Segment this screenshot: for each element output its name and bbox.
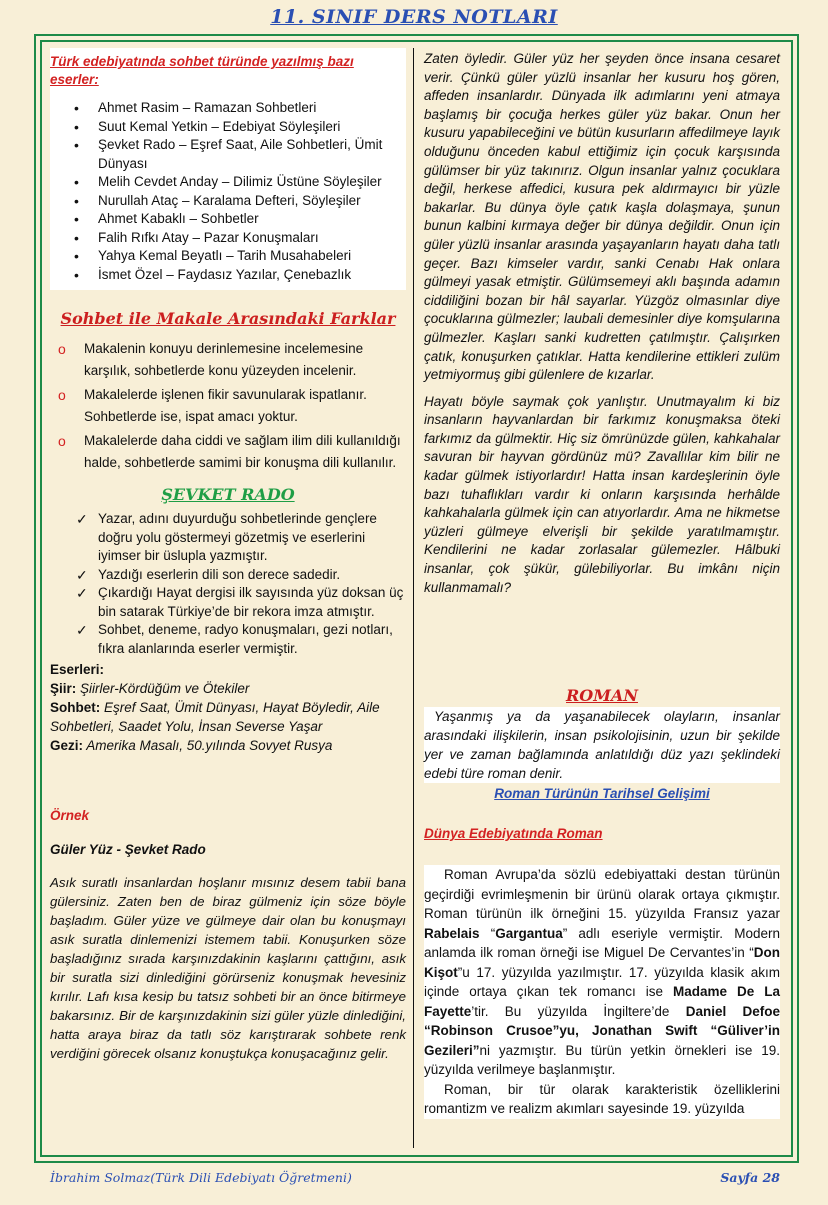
sohbet-text: Eşref Saat, Ümit Dünyası, Hayat Böyledir, Aile Sohbetleri, Saadet Yolu, İnsan Severse Yaşar: [50, 700, 380, 734]
world-heading: Dünya Edebiyatında Roman: [424, 826, 603, 842]
example-text: Asık suratlı insanlardan hoşlanır mısınız desem tabii bana gülersiniz. Zaten ben de biraz gülmeniz için söze böyle başladım. Güler yüze ve gülmeye dair olan bu konuşmayı asık suratla dinlemenizi istemem tabii. Konuşurken söze başladığınız sırada karşınızdakinin kaşlarını çattığını, asık bir suratla sizi dinlediğini görürseniz konuşmak hevesiniz kırılır. Lafı kısa kesip bu tatsız sohbeti bir an önce bitirmeye bakarsınız. Bir de karşınızdakinin sizi güler yüzle dinlediğini, hatta araya biraz da tatlı söz karıştırarak sohbete renk verdiğini görecek olsanız konuştukça konuşacağınız gelir.: [50, 875, 406, 1061]
world-paragraph-2: Roman, bir tür olarak karakteristik özelliklerini romantizm ve realizm akımları sayesinde 19. yüzyılda: [424, 1080, 780, 1119]
rado-list: [50, 510, 406, 658]
list-item: • Falih Rıfkı Atay – Pazar Konuşmaları: [98, 229, 406, 248]
example-title: Güler Yüz - Şevket Rado: [50, 842, 206, 857]
list-item: • Ahmet Rasim – Ramazan Sohbetleri: [98, 99, 406, 118]
works-section: [50, 660, 406, 755]
left-column: [50, 48, 406, 1063]
example-label: Örnek: [50, 808, 90, 823]
gezi-label: Gezi:: [50, 738, 84, 753]
list-item: ✓ Çıkardığı Hayat dergisi ilk sayısında yüz doksan üç bin satarak Türkiye’de bir rekora imza atmıştır.: [98, 584, 406, 621]
sohbet-label: Sohbet:: [50, 700, 101, 715]
list-item: • Ahmet Kabaklı – Sohbetler: [98, 210, 406, 229]
list-item: • Suut Kemal Yetkin – Edebiyat Söyleşileri: [98, 118, 406, 137]
right-column: [424, 48, 780, 1119]
works-block: [50, 48, 406, 290]
world-paragraph-1: Roman Avrupa’da sözlü edebiyattaki destan türünün geçirdiği evrimleşmenin bir ürünü olarak ortaya çıkmıştır. Roman türünün ilk örneğini 15. yüzyılda Fransız yazar Rabelais “Gargantua” adlı eseriyle vermiştir. Modern anlamda ilk roman örneği ise Miguel De Cervantes’in “Don Kişot”u 17. yüzyılda yazılmıştır. 17. yüzyılda klasik akım içinde ortaya çıkan tek romancı ise Madame De La Fayette’tir. Bu yüzyılda İngiltere’de Daniel Defoe “Robinson Crusoe”yu, Jonathan Swift “Güliver’in Gezileri”ni yazmıştır. Bu türün yetkin örnekleri ise 19. yüzyılda verilmeye başlanmıştır.: [424, 865, 780, 1080]
diff-list: [50, 338, 406, 474]
list-item: • Yahya Kemal Beyatlı – Tarih Musahabeleri: [98, 247, 406, 266]
column-divider: [413, 48, 414, 1148]
list-item: ✓ Yazar, adını duyurduğu sohbetlerinde gençlere doğru yolu göstermeyi gözetmiş ve eserlerini iyimser bir üslupla yazmıştır.: [98, 510, 406, 566]
works-label: Eserleri:: [50, 662, 105, 677]
list-item: o Makalelerde daha ciddi ve sağlam ilim dili kullanıldığı halde, sohbetlerde samimi bir konuşma dili kullanılır.: [84, 430, 406, 474]
list-item: ✓ Sohbet, deneme, radyo konuşmaları, gezi notları, fıkra alanlarında eserler vermiştir.: [98, 621, 406, 658]
roman-heading: ROMAN: [566, 686, 638, 706]
list-item: ✓ Yazdığı eserlerin dili son derece sadedir.: [98, 566, 406, 585]
list-item: • İsmet Özel – Faydasız Yazılar, Çenebazlık: [98, 266, 406, 285]
rado-heading: ŞEVKET RADO: [161, 485, 295, 504]
diff-heading: Sohbet ile Makale Arasındaki Farklar: [60, 309, 396, 328]
essay-paragraph-1: Zaten öyledir. Güler yüz her şeyden önce insana cesaret verir. Çünkü güler yüzlü insanlar her kusuru hoş gören, affeden insanlardır. Dünyada ilk adımlarını yeni atmaya başlamış bir çocuğa herkes güler yüz bakar. Onun her kusuru yapabileceğini ve bütün kusurların affedilmeye layık olduğunu önceden kabul ettiğimiz için çocuk karşısında gülümser bir yüz takınırız. Olgun insanlar yalnız çocuklara değil, herkese affedici, kusura pek aldırmayıcı bir yüzle bakarlar. Bu dünya öyle çatık kaşla dolaşmaya, şunun bunun kalbini kırmaya değer bir dünya değildir. Onun için güler yüzlü insanlar arasında yaşayanların hayatı daha tatlı geçer. Bazı kimseler vardır, sanki Cenabı Hak onlara gülmeyi yasak etmiştir. Gülümsemeyi aklı başında adamın ciddiliğini bozan bir hâl sayarlar. Yüzgöz olmasınlar diye çocuklarına gülmezler; laubali demesinler diye komşularına gülmezler. Kaşları sanki kudretten çatılmıştır. Çalışırken çatık, konuşurken çatıklar. Hatta kendilerine ettikleri zulüm yetmiyormuş gibi gülenlere de kızarlar.: [424, 51, 780, 383]
siir-text: Şiirler-Kördüğüm ve Ötekiler: [76, 681, 250, 696]
works-list: [50, 99, 406, 284]
history-heading: Roman Türünün Tarihsel Gelişimi: [494, 786, 710, 802]
gezi-text: Amerika Masalı, 50.yılında Sovyet Rusya: [83, 738, 333, 753]
essay-paragraph-2: Hayatı böyle saymak çok yanlıştır. Unutmayalım ki biz insanların hayvanlardan bir farkımız konuşmaksa öteki farkımız da gülmektir. Hiç siz ömrünüzde gülen, kahkahalar savuran bir hayvan gördünüz mü? Zavallılar kim bilir ne kadar gülmek istiyorlardır! Hatta insan kardeşlerinin öyle bazı tuhaflıkları vardır ki onların karşısında herhâlde kahkahalarla gülmek için can atıyorlardır. Ama ne hikmetse yüzleri gülmeye elverişli bir şekilde yaratılmamıştır. Kendilerini ne kadar zorlasalar gülemezler. Hâlbuki insanlar, çok şükür, gülebiliyorlar. Bu imkânı niçin kullanmamalı?: [424, 393, 780, 595]
list-item: • Şevket Rado – Eşref Saat, Aile Sohbetleri, Ümit Dünyası: [98, 136, 406, 173]
page-title: 11. SINIF DERS NOTLARI: [270, 6, 558, 28]
roman-definition: Yaşanmış ya da yaşanabilecek olayların, insanlar arasındaki ilişkilerin, insan psikolojisinin, uzun bir şekilde yer ve zaman bağlamında anlatıldığı düz yazı şeklindeki edebi türe roman denir.: [424, 709, 780, 782]
works-heading: Türk edebiyatında sohbet türünde yazılmış bazı eserler:: [50, 54, 354, 87]
list-item: o Makalelerde işlenen fikir savunularak ispatlanır. Sohbetlerde ise, ispat amacı yoktur.: [84, 384, 406, 428]
list-item: • Melih Cevdet Anday – Dilimiz Üstüne Söyleşiler: [98, 173, 406, 192]
list-item: • Nurullah Ataç – Karalama Defteri, Söyleşiler: [98, 192, 406, 211]
list-item: o Makalenin konuyu derinlemesine incelemesine karşılık, sohbetlerde konu yüzeyden incelenir.: [84, 338, 406, 382]
footer-page-number: Sayfa 28: [720, 1170, 780, 1185]
footer-author: İbrahim Solmaz(Türk Dili Edebiyatı Öğretmeni): [50, 1170, 352, 1185]
siir-label: Şiir:: [50, 681, 77, 696]
